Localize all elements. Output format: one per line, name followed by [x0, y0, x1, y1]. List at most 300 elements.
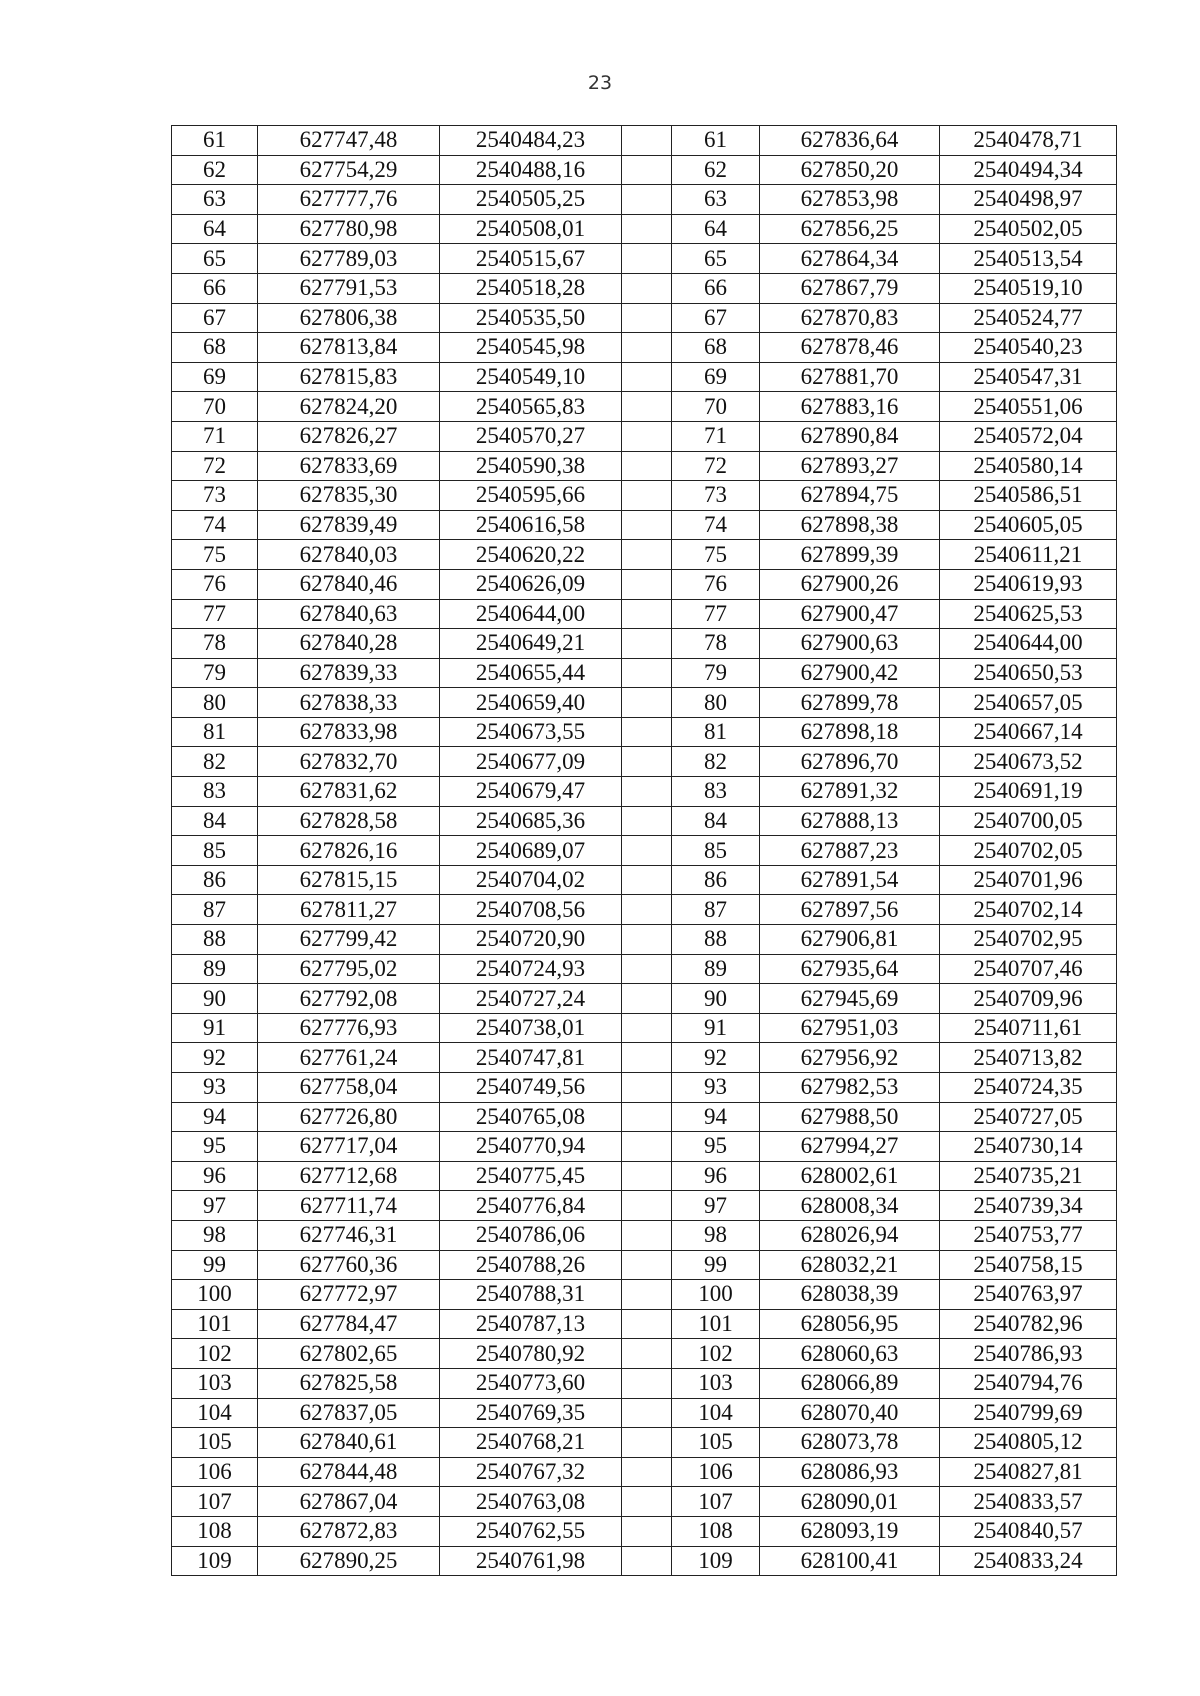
- left-x-coordinate-cell: 627824,20: [258, 392, 440, 422]
- left-point-number-cell: 101: [172, 1309, 258, 1339]
- right-x-coordinate-cell: 628038,39: [760, 1280, 940, 1310]
- right-y-coordinate-cell: 2540753,77: [940, 1220, 1117, 1250]
- left-y-coordinate-cell: 2540724,93: [440, 954, 622, 984]
- left-x-coordinate-cell: 627813,84: [258, 333, 440, 363]
- right-point-number-cell: 69: [672, 362, 760, 392]
- left-x-coordinate-cell: 627832,70: [258, 747, 440, 777]
- right-point-number-cell: 86: [672, 865, 760, 895]
- right-x-coordinate-cell: 628060,63: [760, 1339, 940, 1369]
- spacer-cell: [622, 1073, 672, 1103]
- left-point-number-cell: 72: [172, 451, 258, 481]
- left-y-coordinate-cell: 2540655,44: [440, 658, 622, 688]
- left-y-coordinate-cell: 2540616,58: [440, 510, 622, 540]
- spacer-cell: [622, 925, 672, 955]
- left-point-number-cell: 81: [172, 717, 258, 747]
- right-point-number-cell: 62: [672, 155, 760, 185]
- right-point-number-cell: 80: [672, 688, 760, 718]
- left-y-coordinate-cell: 2540770,94: [440, 1132, 622, 1162]
- table-row: [172, 984, 1117, 1014]
- spacer-cell: [622, 688, 672, 718]
- right-x-coordinate-cell: 628026,94: [760, 1220, 940, 1250]
- table-row: [172, 865, 1117, 895]
- left-point-number-cell: 78: [172, 629, 258, 659]
- left-x-coordinate-cell: 627825,58: [258, 1368, 440, 1398]
- spacer-cell: [622, 185, 672, 215]
- left-x-coordinate-cell: 627789,03: [258, 244, 440, 274]
- left-x-coordinate-cell: 627840,61: [258, 1428, 440, 1458]
- left-x-coordinate-cell: 627791,53: [258, 273, 440, 303]
- left-x-coordinate-cell: 627717,04: [258, 1132, 440, 1162]
- spacer-cell: [622, 658, 672, 688]
- right-point-number-cell: 99: [672, 1250, 760, 1280]
- right-y-coordinate-cell: 2540827,81: [940, 1457, 1117, 1487]
- left-point-number-cell: 98: [172, 1220, 258, 1250]
- table-row: [172, 185, 1117, 215]
- spacer-cell: [622, 481, 672, 511]
- right-x-coordinate-cell: 627864,34: [760, 244, 940, 274]
- right-x-coordinate-cell: 627951,03: [760, 1013, 940, 1043]
- left-point-number-cell: 92: [172, 1043, 258, 1073]
- coordinates-table-body: [172, 126, 1117, 1576]
- right-x-coordinate-cell: 627897,56: [760, 895, 940, 925]
- right-x-coordinate-cell: 628093,19: [760, 1516, 940, 1546]
- left-point-number-cell: 76: [172, 569, 258, 599]
- table-row: [172, 925, 1117, 955]
- right-y-coordinate-cell: 2540702,05: [940, 836, 1117, 866]
- left-y-coordinate-cell: 2540565,83: [440, 392, 622, 422]
- right-y-coordinate-cell: 2540707,46: [940, 954, 1117, 984]
- spacer-cell: [622, 1428, 672, 1458]
- right-x-coordinate-cell: 627899,39: [760, 540, 940, 570]
- spacer-cell: [622, 806, 672, 836]
- right-point-number-cell: 74: [672, 510, 760, 540]
- left-point-number-cell: 89: [172, 954, 258, 984]
- spacer-cell: [622, 777, 672, 807]
- right-x-coordinate-cell: 627900,26: [760, 569, 940, 599]
- left-x-coordinate-cell: 627811,27: [258, 895, 440, 925]
- spacer-cell: [622, 1309, 672, 1339]
- right-y-coordinate-cell: 2540691,19: [940, 777, 1117, 807]
- right-y-coordinate-cell: 2540709,96: [940, 984, 1117, 1014]
- left-point-number-cell: 80: [172, 688, 258, 718]
- left-point-number-cell: 82: [172, 747, 258, 777]
- table-row: [172, 599, 1117, 629]
- coordinates-table: [171, 125, 1117, 1576]
- table-row: [172, 629, 1117, 659]
- left-point-number-cell: 84: [172, 806, 258, 836]
- right-x-coordinate-cell: 627898,38: [760, 510, 940, 540]
- table-row: [172, 717, 1117, 747]
- right-y-coordinate-cell: 2540711,61: [940, 1013, 1117, 1043]
- table-row: [172, 688, 1117, 718]
- left-y-coordinate-cell: 2540518,28: [440, 273, 622, 303]
- table-row: [172, 1043, 1117, 1073]
- left-x-coordinate-cell: 627806,38: [258, 303, 440, 333]
- left-x-coordinate-cell: 627792,08: [258, 984, 440, 1014]
- table-row: [172, 273, 1117, 303]
- left-x-coordinate-cell: 627840,63: [258, 599, 440, 629]
- left-y-coordinate-cell: 2540508,01: [440, 214, 622, 244]
- right-y-coordinate-cell: 2540782,96: [940, 1309, 1117, 1339]
- table-row: [172, 451, 1117, 481]
- left-point-number-cell: 64: [172, 214, 258, 244]
- table-row: [172, 836, 1117, 866]
- left-point-number-cell: 108: [172, 1516, 258, 1546]
- left-x-coordinate-cell: 627712,68: [258, 1161, 440, 1191]
- left-y-coordinate-cell: 2540679,47: [440, 777, 622, 807]
- table-row: [172, 540, 1117, 570]
- right-point-number-cell: 94: [672, 1102, 760, 1132]
- left-y-coordinate-cell: 2540788,26: [440, 1250, 622, 1280]
- left-point-number-cell: 65: [172, 244, 258, 274]
- right-point-number-cell: 91: [672, 1013, 760, 1043]
- spacer-cell: [622, 1220, 672, 1250]
- left-x-coordinate-cell: 627844,48: [258, 1457, 440, 1487]
- right-x-coordinate-cell: 627899,78: [760, 688, 940, 718]
- right-x-coordinate-cell: 627982,53: [760, 1073, 940, 1103]
- left-x-coordinate-cell: 627840,28: [258, 629, 440, 659]
- left-x-coordinate-cell: 627839,49: [258, 510, 440, 540]
- right-point-number-cell: 83: [672, 777, 760, 807]
- right-x-coordinate-cell: 628086,93: [760, 1457, 940, 1487]
- table-row: [172, 333, 1117, 363]
- left-y-coordinate-cell: 2540747,81: [440, 1043, 622, 1073]
- spacer-cell: [622, 155, 672, 185]
- table-row: [172, 421, 1117, 451]
- right-point-number-cell: 68: [672, 333, 760, 363]
- left-point-number-cell: 103: [172, 1368, 258, 1398]
- left-y-coordinate-cell: 2540644,00: [440, 599, 622, 629]
- table-row: [172, 1516, 1117, 1546]
- right-x-coordinate-cell: 627994,27: [760, 1132, 940, 1162]
- table-row: [172, 1368, 1117, 1398]
- right-x-coordinate-cell: 628008,34: [760, 1191, 940, 1221]
- left-x-coordinate-cell: 627760,36: [258, 1250, 440, 1280]
- table-row: [172, 1073, 1117, 1103]
- spacer-cell: [622, 1250, 672, 1280]
- left-x-coordinate-cell: 627754,29: [258, 155, 440, 185]
- spacer-cell: [622, 303, 672, 333]
- left-y-coordinate-cell: 2540590,38: [440, 451, 622, 481]
- left-x-coordinate-cell: 627867,04: [258, 1487, 440, 1517]
- right-y-coordinate-cell: 2540702,95: [940, 925, 1117, 955]
- table-row: [172, 1487, 1117, 1517]
- right-point-number-cell: 75: [672, 540, 760, 570]
- right-point-number-cell: 72: [672, 451, 760, 481]
- left-x-coordinate-cell: 627795,02: [258, 954, 440, 984]
- right-x-coordinate-cell: 627890,84: [760, 421, 940, 451]
- right-x-coordinate-cell: 627898,18: [760, 717, 940, 747]
- right-y-coordinate-cell: 2540502,05: [940, 214, 1117, 244]
- left-point-number-cell: 62: [172, 155, 258, 185]
- left-point-number-cell: 100: [172, 1280, 258, 1310]
- spacer-cell: [622, 1516, 672, 1546]
- right-y-coordinate-cell: 2540840,57: [940, 1516, 1117, 1546]
- left-point-number-cell: 94: [172, 1102, 258, 1132]
- spacer-cell: [622, 421, 672, 451]
- table-row: [172, 1250, 1117, 1280]
- spacer-cell: [622, 273, 672, 303]
- left-y-coordinate-cell: 2540768,21: [440, 1428, 622, 1458]
- spacer-cell: [622, 1280, 672, 1310]
- left-y-coordinate-cell: 2540515,67: [440, 244, 622, 274]
- spacer-cell: [622, 629, 672, 659]
- left-y-coordinate-cell: 2540762,55: [440, 1516, 622, 1546]
- table-row: [172, 1457, 1117, 1487]
- right-y-coordinate-cell: 2540478,71: [940, 126, 1117, 156]
- right-x-coordinate-cell: 627945,69: [760, 984, 940, 1014]
- left-x-coordinate-cell: 627826,27: [258, 421, 440, 451]
- spacer-cell: [622, 510, 672, 540]
- left-y-coordinate-cell: 2540765,08: [440, 1102, 622, 1132]
- right-y-coordinate-cell: 2540702,14: [940, 895, 1117, 925]
- right-point-number-cell: 108: [672, 1516, 760, 1546]
- right-y-coordinate-cell: 2540700,05: [940, 806, 1117, 836]
- right-y-coordinate-cell: 2540498,97: [940, 185, 1117, 215]
- right-x-coordinate-cell: 627881,70: [760, 362, 940, 392]
- right-x-coordinate-cell: 627894,75: [760, 481, 940, 511]
- right-x-coordinate-cell: 627883,16: [760, 392, 940, 422]
- left-y-coordinate-cell: 2540763,08: [440, 1487, 622, 1517]
- right-x-coordinate-cell: 627836,64: [760, 126, 940, 156]
- table-row: [172, 1546, 1117, 1576]
- right-y-coordinate-cell: 2540724,35: [940, 1073, 1117, 1103]
- left-y-coordinate-cell: 2540620,22: [440, 540, 622, 570]
- right-point-number-cell: 100: [672, 1280, 760, 1310]
- right-x-coordinate-cell: 628032,21: [760, 1250, 940, 1280]
- left-x-coordinate-cell: 627784,47: [258, 1309, 440, 1339]
- left-point-number-cell: 66: [172, 273, 258, 303]
- left-y-coordinate-cell: 2540689,07: [440, 836, 622, 866]
- right-y-coordinate-cell: 2540540,23: [940, 333, 1117, 363]
- right-y-coordinate-cell: 2540833,57: [940, 1487, 1117, 1517]
- left-y-coordinate-cell: 2540535,50: [440, 303, 622, 333]
- table-row: [172, 1132, 1117, 1162]
- right-x-coordinate-cell: 627867,79: [760, 273, 940, 303]
- left-y-coordinate-cell: 2540776,84: [440, 1191, 622, 1221]
- spacer-cell: [622, 984, 672, 1014]
- spacer-cell: [622, 1102, 672, 1132]
- left-y-coordinate-cell: 2540570,27: [440, 421, 622, 451]
- spacer-cell: [622, 1161, 672, 1191]
- spacer-cell: [622, 540, 672, 570]
- left-point-number-cell: 69: [172, 362, 258, 392]
- left-x-coordinate-cell: 627747,48: [258, 126, 440, 156]
- left-point-number-cell: 105: [172, 1428, 258, 1458]
- spacer-cell: [622, 836, 672, 866]
- left-point-number-cell: 104: [172, 1398, 258, 1428]
- right-y-coordinate-cell: 2540619,93: [940, 569, 1117, 599]
- left-x-coordinate-cell: 627746,31: [258, 1220, 440, 1250]
- right-point-number-cell: 70: [672, 392, 760, 422]
- right-x-coordinate-cell: 627891,32: [760, 777, 940, 807]
- spacer-cell: [622, 1043, 672, 1073]
- right-x-coordinate-cell: 628070,40: [760, 1398, 940, 1428]
- left-x-coordinate-cell: 627828,58: [258, 806, 440, 836]
- right-point-number-cell: 95: [672, 1132, 760, 1162]
- right-point-number-cell: 61: [672, 126, 760, 156]
- spacer-cell: [622, 244, 672, 274]
- right-y-coordinate-cell: 2540580,14: [940, 451, 1117, 481]
- right-point-number-cell: 98: [672, 1220, 760, 1250]
- left-point-number-cell: 77: [172, 599, 258, 629]
- left-point-number-cell: 68: [172, 333, 258, 363]
- right-point-number-cell: 76: [672, 569, 760, 599]
- right-y-coordinate-cell: 2540701,96: [940, 865, 1117, 895]
- right-point-number-cell: 81: [672, 717, 760, 747]
- left-x-coordinate-cell: 627833,98: [258, 717, 440, 747]
- left-x-coordinate-cell: 627758,04: [258, 1073, 440, 1103]
- right-y-coordinate-cell: 2540611,21: [940, 540, 1117, 570]
- right-x-coordinate-cell: 627850,20: [760, 155, 940, 185]
- left-point-number-cell: 79: [172, 658, 258, 688]
- left-y-coordinate-cell: 2540673,55: [440, 717, 622, 747]
- right-y-coordinate-cell: 2540735,21: [940, 1161, 1117, 1191]
- spacer-cell: [622, 1398, 672, 1428]
- left-y-coordinate-cell: 2540738,01: [440, 1013, 622, 1043]
- left-point-number-cell: 87: [172, 895, 258, 925]
- right-point-number-cell: 106: [672, 1457, 760, 1487]
- left-y-coordinate-cell: 2540488,16: [440, 155, 622, 185]
- right-x-coordinate-cell: 627888,13: [760, 806, 940, 836]
- page-number: 23: [587, 72, 613, 94]
- left-y-coordinate-cell: 2540749,56: [440, 1073, 622, 1103]
- spacer-cell: [622, 1546, 672, 1576]
- table-row: [172, 214, 1117, 244]
- left-x-coordinate-cell: 627726,80: [258, 1102, 440, 1132]
- right-point-number-cell: 103: [672, 1368, 760, 1398]
- table-row: [172, 1309, 1117, 1339]
- right-y-coordinate-cell: 2540758,15: [940, 1250, 1117, 1280]
- spacer-cell: [622, 362, 672, 392]
- spacer-cell: [622, 333, 672, 363]
- table-row: [172, 510, 1117, 540]
- left-x-coordinate-cell: 627815,83: [258, 362, 440, 392]
- right-y-coordinate-cell: 2540650,53: [940, 658, 1117, 688]
- right-point-number-cell: 64: [672, 214, 760, 244]
- table-row: [172, 954, 1117, 984]
- left-y-coordinate-cell: 2540775,45: [440, 1161, 622, 1191]
- left-y-coordinate-cell: 2540685,36: [440, 806, 622, 836]
- left-point-number-cell: 67: [172, 303, 258, 333]
- spacer-cell: [622, 1013, 672, 1043]
- left-x-coordinate-cell: 627772,97: [258, 1280, 440, 1310]
- right-y-coordinate-cell: 2540805,12: [940, 1428, 1117, 1458]
- right-x-coordinate-cell: 627956,92: [760, 1043, 940, 1073]
- left-y-coordinate-cell: 2540761,98: [440, 1546, 622, 1576]
- right-x-coordinate-cell: 628066,89: [760, 1368, 940, 1398]
- left-y-coordinate-cell: 2540769,35: [440, 1398, 622, 1428]
- left-point-number-cell: 71: [172, 421, 258, 451]
- right-x-coordinate-cell: 627906,81: [760, 925, 940, 955]
- right-point-number-cell: 65: [672, 244, 760, 274]
- right-x-coordinate-cell: 628090,01: [760, 1487, 940, 1517]
- right-y-coordinate-cell: 2540713,82: [940, 1043, 1117, 1073]
- left-point-number-cell: 75: [172, 540, 258, 570]
- left-x-coordinate-cell: 627838,33: [258, 688, 440, 718]
- left-point-number-cell: 97: [172, 1191, 258, 1221]
- left-x-coordinate-cell: 627780,98: [258, 214, 440, 244]
- left-y-coordinate-cell: 2540720,90: [440, 925, 622, 955]
- left-point-number-cell: 91: [172, 1013, 258, 1043]
- left-point-number-cell: 93: [172, 1073, 258, 1103]
- right-y-coordinate-cell: 2540657,05: [940, 688, 1117, 718]
- right-y-coordinate-cell: 2540667,14: [940, 717, 1117, 747]
- right-x-coordinate-cell: 627891,54: [760, 865, 940, 895]
- left-y-coordinate-cell: 2540545,98: [440, 333, 622, 363]
- right-y-coordinate-cell: 2540727,05: [940, 1102, 1117, 1132]
- right-y-coordinate-cell: 2540644,00: [940, 629, 1117, 659]
- left-point-number-cell: 109: [172, 1546, 258, 1576]
- table-row: [172, 1013, 1117, 1043]
- table-row: [172, 1339, 1117, 1369]
- left-x-coordinate-cell: 627835,30: [258, 481, 440, 511]
- right-point-number-cell: 97: [672, 1191, 760, 1221]
- table-row: [172, 244, 1117, 274]
- left-point-number-cell: 63: [172, 185, 258, 215]
- table-row: [172, 806, 1117, 836]
- right-x-coordinate-cell: 627935,64: [760, 954, 940, 984]
- right-x-coordinate-cell: 627896,70: [760, 747, 940, 777]
- right-point-number-cell: 109: [672, 1546, 760, 1576]
- right-x-coordinate-cell: 627900,47: [760, 599, 940, 629]
- right-x-coordinate-cell: 628002,61: [760, 1161, 940, 1191]
- right-point-number-cell: 104: [672, 1398, 760, 1428]
- table-row: [172, 126, 1117, 156]
- right-point-number-cell: 66: [672, 273, 760, 303]
- left-point-number-cell: 95: [172, 1132, 258, 1162]
- right-point-number-cell: 78: [672, 629, 760, 659]
- right-y-coordinate-cell: 2540551,06: [940, 392, 1117, 422]
- spacer-cell: [622, 569, 672, 599]
- left-x-coordinate-cell: 627833,69: [258, 451, 440, 481]
- left-point-number-cell: 102: [172, 1339, 258, 1369]
- table-row: [172, 658, 1117, 688]
- right-point-number-cell: 67: [672, 303, 760, 333]
- table-row: [172, 1161, 1117, 1191]
- left-x-coordinate-cell: 627890,25: [258, 1546, 440, 1576]
- right-x-coordinate-cell: 627870,83: [760, 303, 940, 333]
- left-x-coordinate-cell: 627837,05: [258, 1398, 440, 1428]
- table-row: [172, 155, 1117, 185]
- right-point-number-cell: 71: [672, 421, 760, 451]
- table-row: [172, 392, 1117, 422]
- table-row: [172, 303, 1117, 333]
- right-point-number-cell: 105: [672, 1428, 760, 1458]
- right-point-number-cell: 102: [672, 1339, 760, 1369]
- left-point-number-cell: 88: [172, 925, 258, 955]
- right-y-coordinate-cell: 2540586,51: [940, 481, 1117, 511]
- left-x-coordinate-cell: 627776,93: [258, 1013, 440, 1043]
- table-row: [172, 362, 1117, 392]
- left-y-coordinate-cell: 2540677,09: [440, 747, 622, 777]
- left-x-coordinate-cell: 627799,42: [258, 925, 440, 955]
- spacer-cell: [622, 895, 672, 925]
- spacer-cell: [622, 1339, 672, 1369]
- right-y-coordinate-cell: 2540605,05: [940, 510, 1117, 540]
- right-point-number-cell: 84: [672, 806, 760, 836]
- table-row: [172, 1102, 1117, 1132]
- left-x-coordinate-cell: 627777,76: [258, 185, 440, 215]
- right-point-number-cell: 93: [672, 1073, 760, 1103]
- right-y-coordinate-cell: 2540739,34: [940, 1191, 1117, 1221]
- left-y-coordinate-cell: 2540788,31: [440, 1280, 622, 1310]
- right-y-coordinate-cell: 2540786,93: [940, 1339, 1117, 1369]
- table-row: [172, 1398, 1117, 1428]
- right-y-coordinate-cell: 2540833,24: [940, 1546, 1117, 1576]
- right-x-coordinate-cell: 628073,78: [760, 1428, 940, 1458]
- spacer-cell: [622, 599, 672, 629]
